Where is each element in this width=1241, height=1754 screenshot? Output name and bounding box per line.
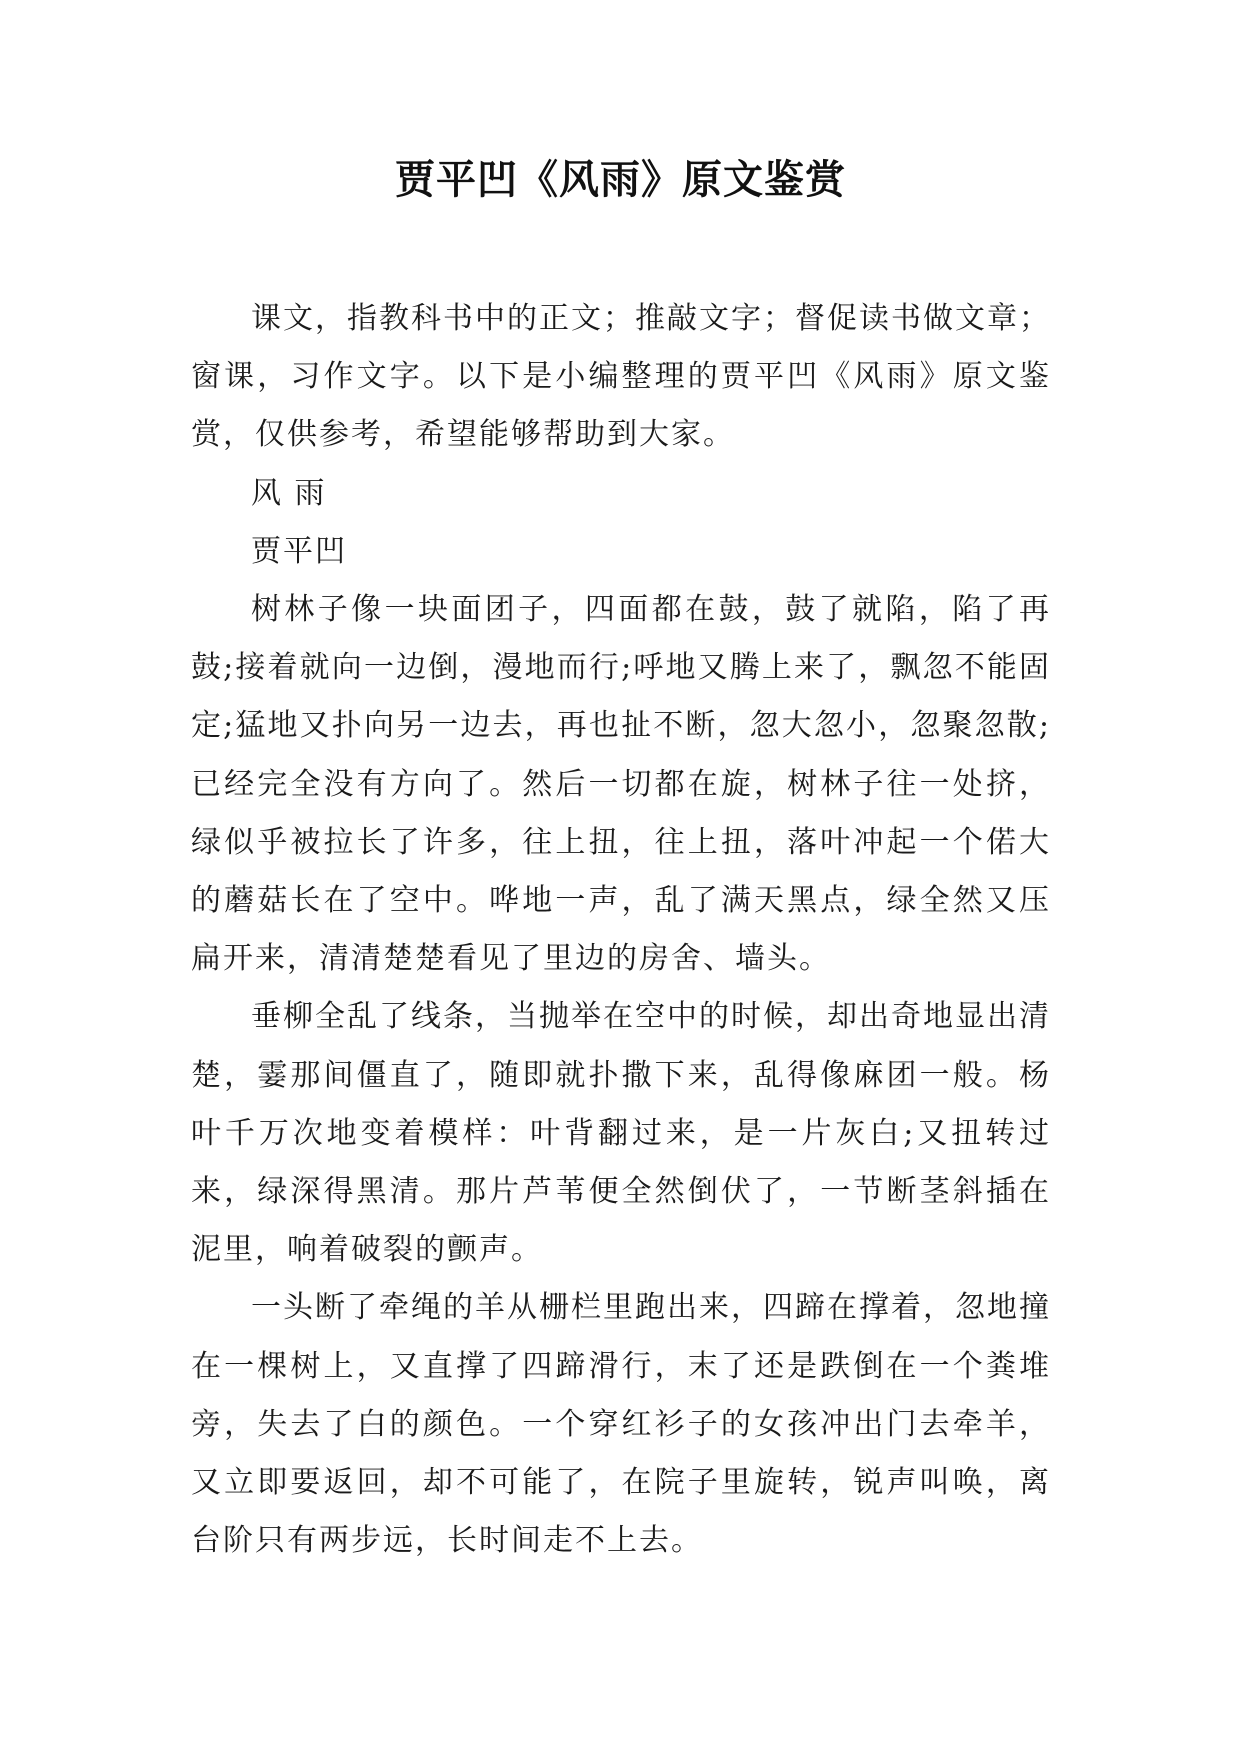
essay-author: 贾平凹 (251, 533, 347, 569)
essay-paragraph: 树林子像一块面团子，四面都在鼓，鼓了就陷，陷了再鼓;接着就向一边倒，漫地而行;呼地又腾上来了，飘忽不能固定;猛地又扑向另一边去，再也扯不断，忽大忽小，忽聚忽散;已经完全没有方向了。然后一切都在旋，树林子往一处挤，绿似乎被拉长了许多，往上扭，往上扭，落叶冲起一个偌大的蘑菇长在了空中。哗地一声，乱了满天黑点，绿全然又压扁开来，清清楚楚看见了里边的房舍、墙头。 (191, 592, 1051, 977)
document-title: 贾平凹《风雨》原文鉴赏 (395, 156, 846, 203)
essay-paragraph: 垂柳全乱了线条，当抛举在空中的时候，却出奇地显出清楚，霎那间僵直了，随即就扑撒下来，乱得像麻团一般。杨叶千万次地变着模样：叶背翻过来，是一片灰白;又扭转过来，绿深得黑清。那片芦苇便全然倒伏了，一节断茎斜插在泥里，响着破裂的颤声。 (191, 999, 1051, 1268)
document-body (191, 290, 1051, 1570)
essay-paragraph: 一头断了牵绳的羊从栅栏里跑出来，四蹄在撑着，忽地撞在一棵树上，又直撑了四蹄滑行，末了还是跌倒在一个粪堆旁，失去了白的颜色。一个穿红衫子的女孩冲出门去牵羊，又立即要返回，却不可能了，在院子里旋转，锐声叫唤，离台阶只有两步远，长时间走不上去。 (191, 1290, 1051, 1559)
essay-title: 风 雨 (251, 475, 327, 511)
intro-paragraph: 课文，指教科书中的正文；推敲文字；督促读书做文章；窗课，习作文字。以下是小编整理的贾平凹《风雨》原文鉴赏，仅供参考，希望能够帮助到大家。 (191, 301, 1051, 453)
